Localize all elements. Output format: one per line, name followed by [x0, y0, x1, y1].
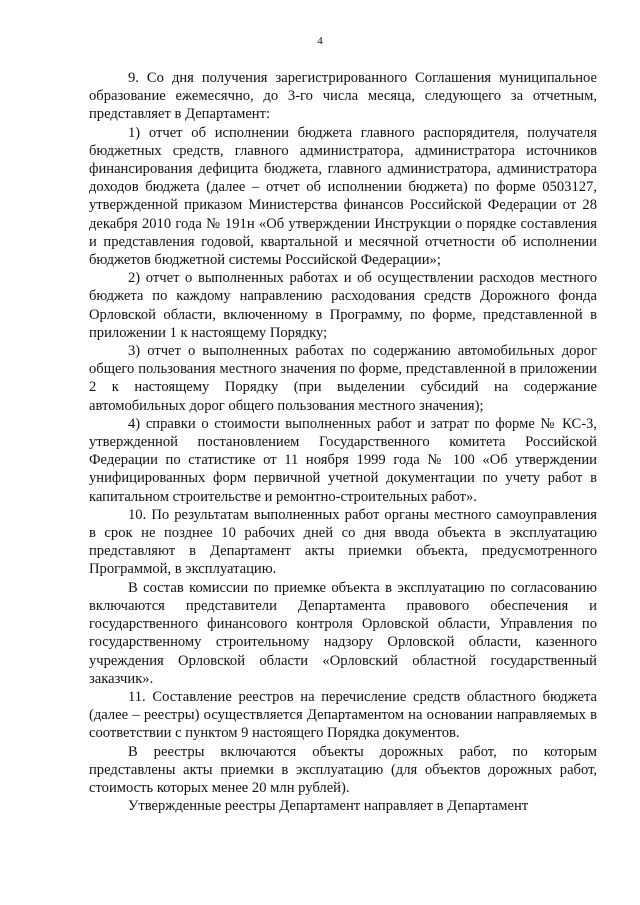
paragraph-item-9: 9. Со дня получения зарегистрированного Соглашения муниципальное образование ежемесячно, до 3-го числа месяца, следующего за отчетным, представляет в Департамент: [89, 70, 597, 123]
paragraph-item-10: 10. По результатам выполненных работ органы местного самоуправления в срок не позднее 10 рабочих дней со дня ввода объекта в эксплуатацию представляют в Департамент акты приемки объекта, предусмотренного Программой, в эксплуатацию. [89, 506, 597, 578]
paragraph-commission: В состав комиссии по приемке объекта в эксплуатацию по согласованию включаются представители Департамента правового обеспечения и государственного финансового контроля Орловской области, Управления по государственному строительному надзору Орловской области, казенного учреждения Орловской области «Орловский областной государственный заказчик». [89, 579, 597, 687]
paragraph-registers: В реестры включаются объекты дорожных работ, по которым представлены акты приемки в эксплуатацию (для объектов дорожных работ, стоимость которых менее 20 млн рублей). [89, 743, 597, 796]
paragraph-subitem-2: 2) отчет о выполненных работах и об осуществлении расходов местного бюджета по каждому направлению расходования средств Дорожного фонда Орловской области, включенному в Программу, по форме, представленной в приложении 1 к настоящему Порядку; [89, 270, 597, 341]
paragraph-item-11: 11. Составление реестров на перечисление средств областного бюджета (далее – реестры) осуществляется Департаментом на основании направляемых в соответствии с пунктом 9 настоящего Порядка документов. [89, 688, 597, 742]
paragraph-subitem-3: 3) отчет о выполненных работах по содержанию автомобильных дорог общего пользования местного значения по форме, представленной в приложении 2 к настоящему Порядку (при выделении субсидий на содержание автомобильных дорог общего пользования местного значения); [89, 343, 597, 414]
page-number: 4 [317, 35, 323, 47]
document-body [89, 69, 597, 815]
paragraph-subitem-1: 1) отчет об исполнении бюджета главного распорядителя, получателя бюджетных средств, главного администратора, администратора источников финансирования дефицита бюджета, главного администратора, администратора доходов бюджета (далее – отчет об исполнении бюджета) по форме 0503127, утвержденной приказом Министерства финансов Российской Федерации от 28 декабря 2010 года № 191н «Об утверждении Инструкции о порядке составления и представления годовой, квартальной и месячной отчетности об исполнении бюджетов бюджетной системы Российской Федерации»; [89, 124, 597, 269]
paragraph-approved-registers: Утвержденные реестры Департамент направляет в Департамент [128, 798, 529, 815]
paragraph-subitem-4: 4) справки о стоимости выполненных работ и затрат по форме № КС-3, утвержденной постановлением Государственного комитета Российской Федерации по статистике от 11 ноября 1999 года № 100 «Об утверждении унифицированных форм первичной учетной документации по учету работ в капитальном строительстве и ремонтно-строительных работ». [89, 415, 597, 505]
